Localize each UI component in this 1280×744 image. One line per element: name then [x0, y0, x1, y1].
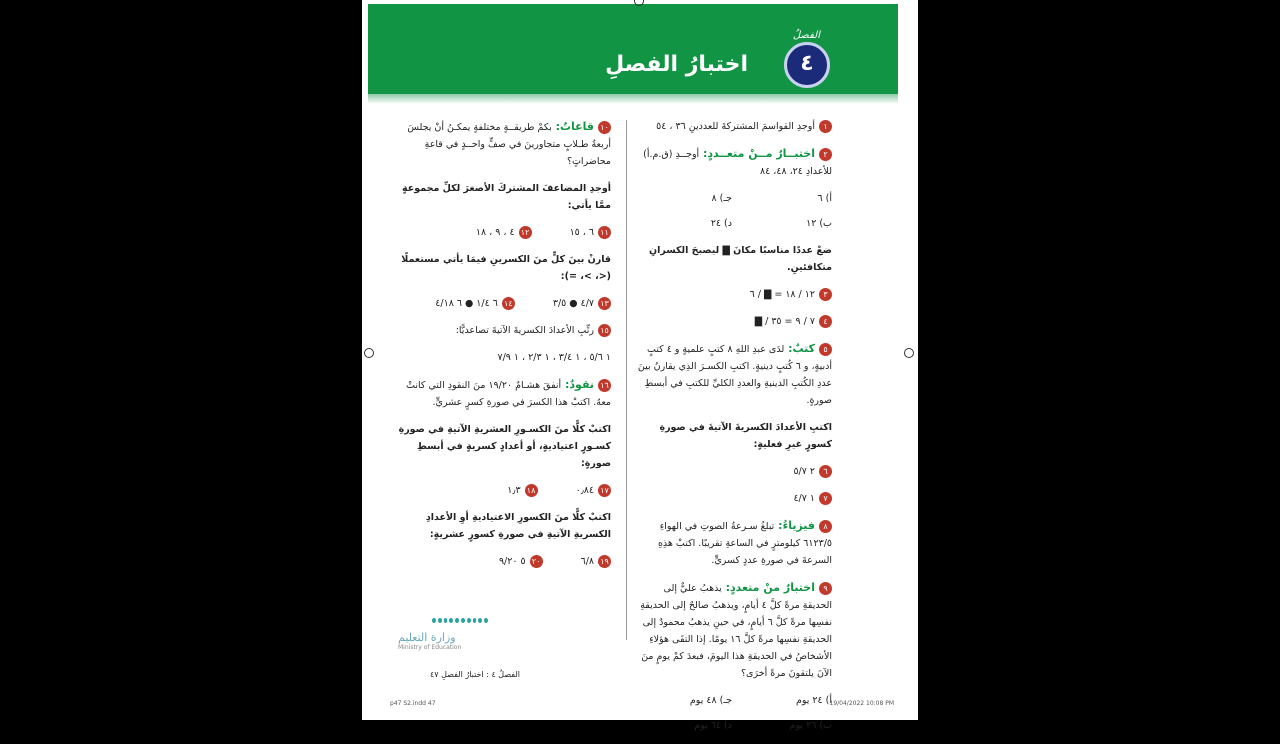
question-text: [386, 376, 611, 411]
exercise-value: ٠٫٨٤: [575, 485, 594, 496]
question-body: ١ ٤/٧: [793, 493, 815, 504]
crop-mark-left: [364, 348, 374, 358]
question-text: [632, 579, 832, 682]
logo-dots: [432, 618, 488, 623]
question-block: [386, 376, 611, 411]
answer-option: ب) ٢٦ يوم: [789, 720, 832, 731]
question-block: [386, 553, 611, 570]
question-text: [632, 145, 832, 180]
question-block: [386, 251, 611, 285]
footer-date: 19/04/2022 10:08 PM: [829, 700, 894, 707]
question-number: ١٤: [502, 297, 515, 310]
question-text: [386, 349, 611, 366]
question-keyword: اختبــارٌ مــنْ متعــددٍ:: [699, 147, 815, 160]
exercise-value: ٦ ، ١٥: [569, 227, 594, 238]
exercise-value: ٤ ، ٩ ، ١٨: [475, 227, 515, 238]
question-text: [386, 118, 611, 170]
exercise-item: [570, 224, 611, 241]
question-body: أنفقَ هشـامٌ ١٩/٢٠ منَ النقودِ التي كانتْ معهُ. اكتبْ هذا الكسرَ في صورةِ كسرٍ عشريٍّ.: [405, 380, 611, 408]
question-number: ٤: [819, 315, 832, 328]
section-instruction: اكتبِ الأعدادَ الكسريةَ الآتيةَ في صورةِ كسورٍ غيرِ فعليةٍ:: [659, 422, 832, 450]
question-text: [632, 517, 832, 569]
question-number: ٢: [819, 148, 832, 161]
question-block: [632, 463, 832, 480]
question-text: [632, 490, 832, 507]
question-block: [632, 190, 832, 232]
section-instruction: اكتبْ كلًّا منَ الكسـورِ العشريةِ الآتيةِ في صورةِ كسـورٍ اعتياديةٍ، أو أعدادٍ كسريةٍ في أبسطِ صورةٍ:: [398, 424, 611, 469]
question-number: ١٩: [598, 555, 611, 568]
ministry-name-en: Ministry of Education: [398, 644, 462, 651]
footer-page-number: ٤٧: [429, 670, 439, 679]
question-body: ٢ ٥/٧: [793, 466, 815, 477]
crop-mark-right: [904, 348, 914, 358]
question-block: [386, 180, 611, 214]
chapter-badge: [784, 42, 830, 88]
exercise-pair: [386, 224, 611, 241]
answer-option: د) ٦٤ يوم: [694, 720, 732, 731]
chapter-label: الفصلُ: [792, 30, 820, 41]
chapter-header-band: [368, 4, 898, 96]
question-block: [632, 313, 832, 330]
question-number: ١٥: [598, 324, 611, 337]
answer-option: أ) ٢٤ يوم: [795, 695, 832, 706]
exercise-item: [499, 553, 543, 570]
question-keyword: اختبارٌ منْ متعددٍ:: [721, 581, 815, 594]
textbook-page: [362, 0, 918, 731]
question-text: [632, 463, 832, 480]
question-number: ١٧: [598, 484, 611, 497]
question-block: [386, 482, 611, 499]
question-block: [386, 349, 611, 366]
question-block: [386, 118, 611, 170]
page-title: اختبارُ الفصلِ: [605, 52, 748, 77]
header-shadow: [368, 94, 898, 104]
question-number: ١٠: [598, 121, 611, 134]
left-column: [386, 118, 611, 580]
question-body: ٧ / ٩ = ٣٥ / ▇: [754, 316, 815, 327]
question-number: ٢٠: [530, 555, 543, 568]
question-number: ١١: [598, 226, 611, 239]
question-number: ٩: [819, 582, 832, 595]
section-instruction: قارنْ بينَ كلٍّ منَ الكسرينِ فيمَا يأتي مستعملًا (<، >، =):: [401, 254, 611, 282]
answer-option: جـ) ٤٨ يوم: [689, 695, 732, 706]
question-body: تبلغُ سـرعةُ الصوتِ في الهواءِ ٦١٢٣/٥ كيلومترٍ في الساعةِ تقريبًا. اكتبْ هذِهِ السرعةَ في صورةِ عددٍ كسريٍّ.: [657, 521, 832, 566]
right-column: [632, 118, 832, 744]
question-block: [632, 517, 832, 569]
exercise-item: [507, 482, 537, 499]
question-body: ١٢ / ١٨ = ▇ / ٦: [749, 289, 815, 300]
question-body: لدَى عبدِ اللهِ ٨ كتبٍ علميةٍ و ٤ كتبٍ أدبيةٍ، و ٦ كُتبٍ دينيةٍ. اكتبِ الكسـرَ الذِي يقارنُ بينَ عددِ الكُتبِ الدينيةِ والعددِ الكليِّ للكتبِ في أبسطِ صورةٍ.: [637, 344, 832, 406]
question-text: [632, 286, 832, 303]
footer-chapter-text: الفصلُ ٤ : اختبارُ الفصلِ: [441, 670, 520, 679]
question-body: ١ ٥/٦ ، ١ ٣/٤ ، ١ ٢/٣ ، ١ ٧/٩: [497, 352, 611, 363]
footer-file: p47 S2.indd 47: [390, 700, 436, 707]
question-number: ٦: [819, 465, 832, 478]
question-block: [386, 509, 611, 543]
exercise-value: ٥ ٩/٢٠: [498, 556, 526, 567]
answer-option: جـ) ٨: [711, 193, 732, 204]
exercise-value: ١٫٣: [507, 485, 521, 496]
question-keyword: كتبٌ:: [784, 342, 815, 355]
question-text: [632, 118, 832, 135]
question-body: رتِّبِ الأعدادَ الكسريةَ الآتيةَ تصاعديًّا:: [455, 325, 594, 336]
exercise-item: [576, 482, 611, 499]
column-divider: [626, 120, 627, 640]
question-number: ١: [819, 120, 832, 133]
question-block: [386, 295, 611, 312]
question-block: [386, 224, 611, 241]
footer-chapter: [390, 670, 520, 679]
exercise-item: [476, 224, 532, 241]
question-number: ١٣: [598, 297, 611, 310]
exercise-pair: [386, 295, 611, 312]
question-block: [632, 242, 832, 276]
question-number: ٨: [819, 520, 832, 533]
exercise-pair: [386, 482, 611, 499]
question-keyword: فيزياءُ:: [774, 519, 815, 532]
question-body: أوجــدِ (ق.م.أ) للأعدادِ ٢٤، ٤٨، ٨٤: [643, 149, 832, 177]
question-body: يذهبُ عليٌّ إلى الحديقةِ مرةً كلَّ ٤ أيامٍ، ويذهبُ صالحٌ إلى الحديقةِ نفسِها مرةً كلَّ ٦ أيامٍ، في حينِ يذهبُ محمودٌ إلى الحديقةِ نفسِها مرةً كلَّ ١٦ يومًا. إذا التقَى هؤلاءِ الأشخاصُ في الحديقةِ هذا اليومَ، فبعدَ كمْ يومٍ منَ الآنَ يلتقونَ مرةً أخرَى؟: [640, 583, 832, 679]
question-number: ٥: [819, 343, 832, 356]
exercise-item: [553, 295, 611, 312]
question-number: ١٦: [598, 379, 611, 392]
answer-option: ب) ١٢: [806, 218, 832, 229]
question-block: [632, 692, 832, 734]
question-block: [386, 322, 611, 339]
question-block: [632, 490, 832, 507]
question-number: ٣: [819, 288, 832, 301]
exercise-pair: [386, 553, 611, 570]
question-block: [632, 286, 832, 303]
question-block: [632, 145, 832, 180]
question-block: [632, 118, 832, 135]
question-body: أوجدِ القواسمَ المشتركةَ للعددينِ ٣٦ ، ٥٤: [656, 121, 815, 132]
exercise-item: [435, 295, 515, 312]
question-body: بكمْ طريقــةٍ مختلفةٍ يمكـنُ أنْ يجلسَ أربعةُ طـلابٍ متجاورينَ في صفٍّ واحــدٍ في قاعةِ محاضراتٍ؟: [407, 122, 611, 167]
exercise-value: ٦ ١/٤ ● ٦ ٤/١٨: [435, 298, 498, 309]
section-instruction: اكتبْ كلًّا منَ الكسورِ الاعتياديةِ أوِ الأعدادِ الكسريةِ الآتيةِ في صورةِ كسورٍ عشريةٍ:: [425, 512, 611, 540]
question-keyword: قاعاتٌ:: [551, 120, 594, 133]
exercise-value: ٦/٨: [580, 556, 594, 567]
chapter-number: ٤: [800, 51, 814, 76]
question-block: [632, 579, 832, 682]
question-text: [632, 313, 832, 330]
ministry-logo: [398, 618, 488, 668]
question-keyword: نقودٌ:: [561, 378, 594, 391]
answer-options: [632, 190, 832, 232]
question-number: ٧: [819, 492, 832, 505]
question-number: ١٢: [519, 226, 532, 239]
ministry-name-ar: وزارة التعليم: [398, 631, 456, 644]
question-block: [632, 419, 832, 453]
question-number: ١٨: [525, 484, 538, 497]
question-text: [632, 340, 832, 409]
question-text: [386, 322, 611, 339]
answer-option: د) ٢٤: [710, 218, 732, 229]
question-block: [386, 421, 611, 472]
exercise-value: ٤/٧ ● ٣/٥: [552, 298, 594, 309]
section-instruction: ضعْ عددًا مناسبًا مكانَ ▇ ليصبحَ الكسرانِ متكافئينِ.: [649, 245, 832, 273]
answer-option: أ) ٦: [817, 193, 832, 204]
exercise-item: [581, 553, 611, 570]
section-instruction: أوجدِ المضاعفَ المشتركَ الأصغرَ لكلِّ مجموعةٍ ممَّا يأتي:: [402, 183, 611, 211]
question-block: [632, 340, 832, 409]
answer-options: [632, 692, 832, 734]
